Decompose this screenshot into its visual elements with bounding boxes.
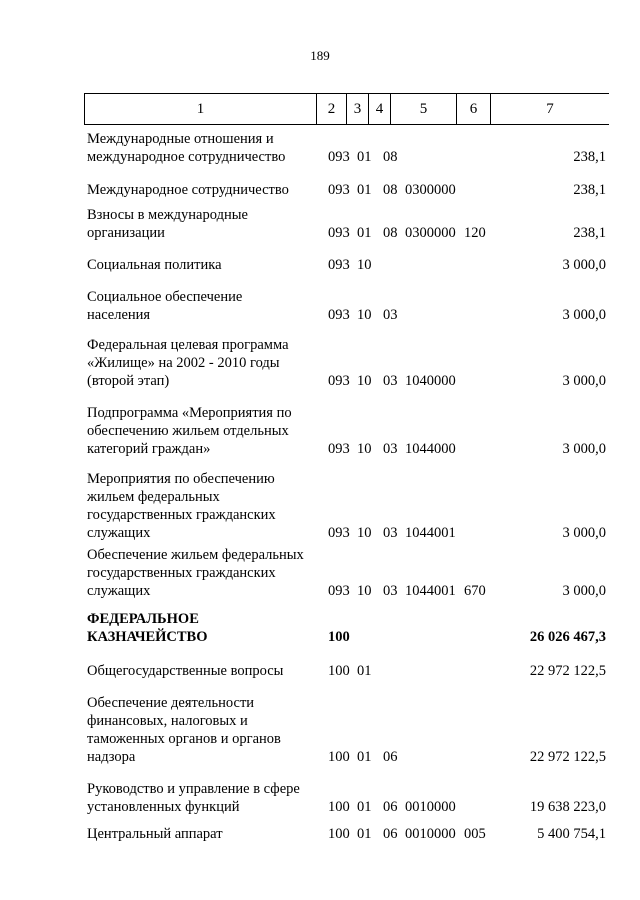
row-description — [87, 546, 319, 600]
row-code-c2: 100 — [328, 799, 350, 815]
header-col-5: 5 — [391, 94, 457, 124]
table-row — [0, 547, 640, 600]
row-description-line: Социальная политика — [87, 257, 222, 273]
row-description — [87, 662, 319, 680]
row-amount: 238,1 — [573, 225, 606, 241]
row-amount: 3 000,0 — [562, 525, 606, 541]
row-code-c2: 093 — [328, 583, 350, 599]
table-row — [0, 695, 640, 766]
table-row — [0, 662, 640, 680]
row-description-line: населения — [87, 307, 151, 323]
table-header — [84, 93, 609, 125]
row-amount: 5 400 754,1 — [537, 826, 606, 842]
row-code-c3: 10 — [357, 373, 372, 389]
row-description-line: служащих — [87, 525, 151, 541]
row-description — [87, 336, 319, 390]
row-description-line: установленных функций — [87, 799, 240, 815]
row-code-c4: 08 — [383, 149, 398, 165]
header-col-1: 1 — [85, 94, 317, 124]
row-description-line: «Жилище» на 2002 - 2010 годы — [87, 355, 280, 371]
row-code-c4: 03 — [383, 441, 398, 457]
row-code-c3: 01 — [357, 149, 372, 165]
row-description-line: Международные отношения и — [87, 131, 274, 147]
row-code-c2: 100 — [328, 826, 350, 842]
row-description-line: обеспечению жильем отдельных — [87, 423, 289, 439]
row-amount: 238,1 — [573, 182, 606, 198]
table-row — [0, 289, 640, 324]
table-row — [0, 207, 640, 242]
row-description — [87, 130, 319, 166]
row-description-line: категорий граждан» — [87, 441, 211, 457]
row-code-c6: 005 — [464, 826, 486, 842]
row-code-c2: 093 — [328, 182, 350, 198]
row-code-c4: 03 — [383, 525, 398, 541]
row-code-c4: 06 — [383, 799, 398, 815]
row-code-c3: 10 — [357, 257, 372, 273]
row-code-c5: 1044001 — [405, 583, 456, 599]
row-code-c2: 093 — [328, 149, 350, 165]
row-description — [87, 288, 319, 324]
header-col-4: 4 — [369, 94, 391, 124]
row-description — [87, 694, 319, 766]
row-description — [87, 206, 319, 242]
row-code-c3: 01 — [357, 749, 372, 765]
row-description-line: служащих — [87, 583, 151, 599]
row-amount: 3 000,0 — [562, 373, 606, 389]
row-code-c2: 093 — [328, 307, 350, 323]
row-code-c3: 10 — [357, 441, 372, 457]
row-code-c3: 10 — [357, 307, 372, 323]
row-code-c5: 1044000 — [405, 441, 456, 457]
row-code-c2: 100 — [328, 629, 350, 645]
row-amount: 22 972 122,5 — [529, 663, 606, 679]
row-description-line: Общегосударственные вопросы — [87, 663, 284, 679]
row-code-c5: 0300000 — [405, 225, 456, 241]
row-code-c4: 03 — [383, 583, 398, 599]
row-description — [87, 404, 319, 458]
row-code-c2: 093 — [328, 373, 350, 389]
row-code-c5: 0010000 — [405, 799, 456, 815]
row-code-c6: 670 — [464, 583, 486, 599]
row-description-line: Социальное обеспечение — [87, 289, 243, 305]
row-code-c2: 100 — [328, 749, 350, 765]
row-code-c2: 093 — [328, 441, 350, 457]
row-description-line: ФЕДЕРАЛЬНОЕ — [87, 611, 199, 627]
row-code-c5: 0010000 — [405, 826, 456, 842]
row-description-line: жильем федеральных — [87, 489, 220, 505]
header-col-7: 7 — [546, 101, 554, 117]
row-description-line: финансовых, налоговых и — [87, 713, 248, 729]
row-description-line: (второй этап) — [87, 373, 170, 389]
row-amount: 238,1 — [573, 149, 606, 165]
row-description-line: Взносы в международные — [87, 207, 248, 223]
row-code-c4: 08 — [383, 182, 398, 198]
table-row — [0, 337, 640, 390]
row-description-line: Руководство и управление в сфере — [87, 781, 300, 797]
row-code-c2: 100 — [328, 663, 350, 679]
header-col-2: 2 — [317, 94, 347, 124]
table-row — [0, 131, 640, 166]
row-code-c3: 01 — [357, 182, 372, 198]
row-code-c5: 1044001 — [405, 525, 456, 541]
row-description-line: государственных гражданских — [87, 565, 276, 581]
row-description-line: КАЗНАЧЕЙСТВО — [87, 629, 208, 645]
row-code-c5: 1040000 — [405, 373, 456, 389]
row-amount: 3 000,0 — [562, 441, 606, 457]
row-amount: 22 972 122,5 — [529, 749, 606, 765]
row-code-c2: 093 — [328, 225, 350, 241]
row-code-c3: 01 — [357, 225, 372, 241]
row-code-c2: 093 — [328, 525, 350, 541]
row-description — [87, 610, 319, 646]
row-description-line: таможенных органов и органов — [87, 731, 281, 747]
table-row — [0, 405, 640, 458]
row-code-c4: 06 — [383, 826, 398, 842]
row-description-line: государственных гражданских — [87, 507, 276, 523]
row-amount: 3 000,0 — [562, 583, 606, 599]
row-description-line: международное сотрудничество — [87, 149, 286, 165]
table-row — [0, 781, 640, 816]
table-row — [0, 825, 640, 843]
row-code-c2: 093 — [328, 257, 350, 273]
row-code-c4: 06 — [383, 749, 398, 765]
row-description — [87, 470, 319, 542]
row-amount: 3 000,0 — [562, 257, 606, 273]
row-code-c4: 08 — [383, 225, 398, 241]
row-description — [87, 825, 319, 843]
row-description — [87, 780, 319, 816]
row-description — [87, 181, 319, 199]
header-col-6: 6 — [457, 94, 491, 124]
row-description-line: Центральный аппарат — [87, 826, 223, 842]
row-description-line: надзора — [87, 749, 136, 765]
row-code-c3: 01 — [357, 826, 372, 842]
row-amount: 19 638 223,0 — [529, 799, 606, 815]
table-row — [0, 181, 640, 199]
row-code-c3: 01 — [357, 663, 372, 679]
row-code-c4: 03 — [383, 373, 398, 389]
row-amount: 26 026 467,3 — [529, 629, 606, 645]
row-code-c3: 01 — [357, 799, 372, 815]
row-description-line: Федеральная целевая программа — [87, 337, 289, 353]
row-description-line: Мероприятия по обеспечению — [87, 471, 275, 487]
row-code-c3: 10 — [357, 583, 372, 599]
row-code-c6: 120 — [464, 225, 486, 241]
header-col-3: 3 — [347, 94, 369, 124]
row-code-c4: 03 — [383, 307, 398, 323]
row-description-line: Подпрограмма «Мероприятия по — [87, 405, 292, 421]
row-description-line: Международное сотрудничество — [87, 182, 289, 198]
row-code-c5: 0300000 — [405, 182, 456, 198]
row-description-line: Обеспечение жильем федеральных — [87, 547, 304, 563]
table-row — [0, 611, 640, 646]
row-description-line: организации — [87, 225, 165, 241]
row-code-c3: 10 — [357, 525, 372, 541]
row-description-line: Обеспечение деятельности — [87, 695, 255, 711]
row-description — [87, 256, 319, 274]
table-row — [0, 256, 640, 274]
row-amount: 3 000,0 — [562, 307, 606, 323]
page-number: 189 — [310, 48, 330, 63]
table-row — [0, 471, 640, 542]
